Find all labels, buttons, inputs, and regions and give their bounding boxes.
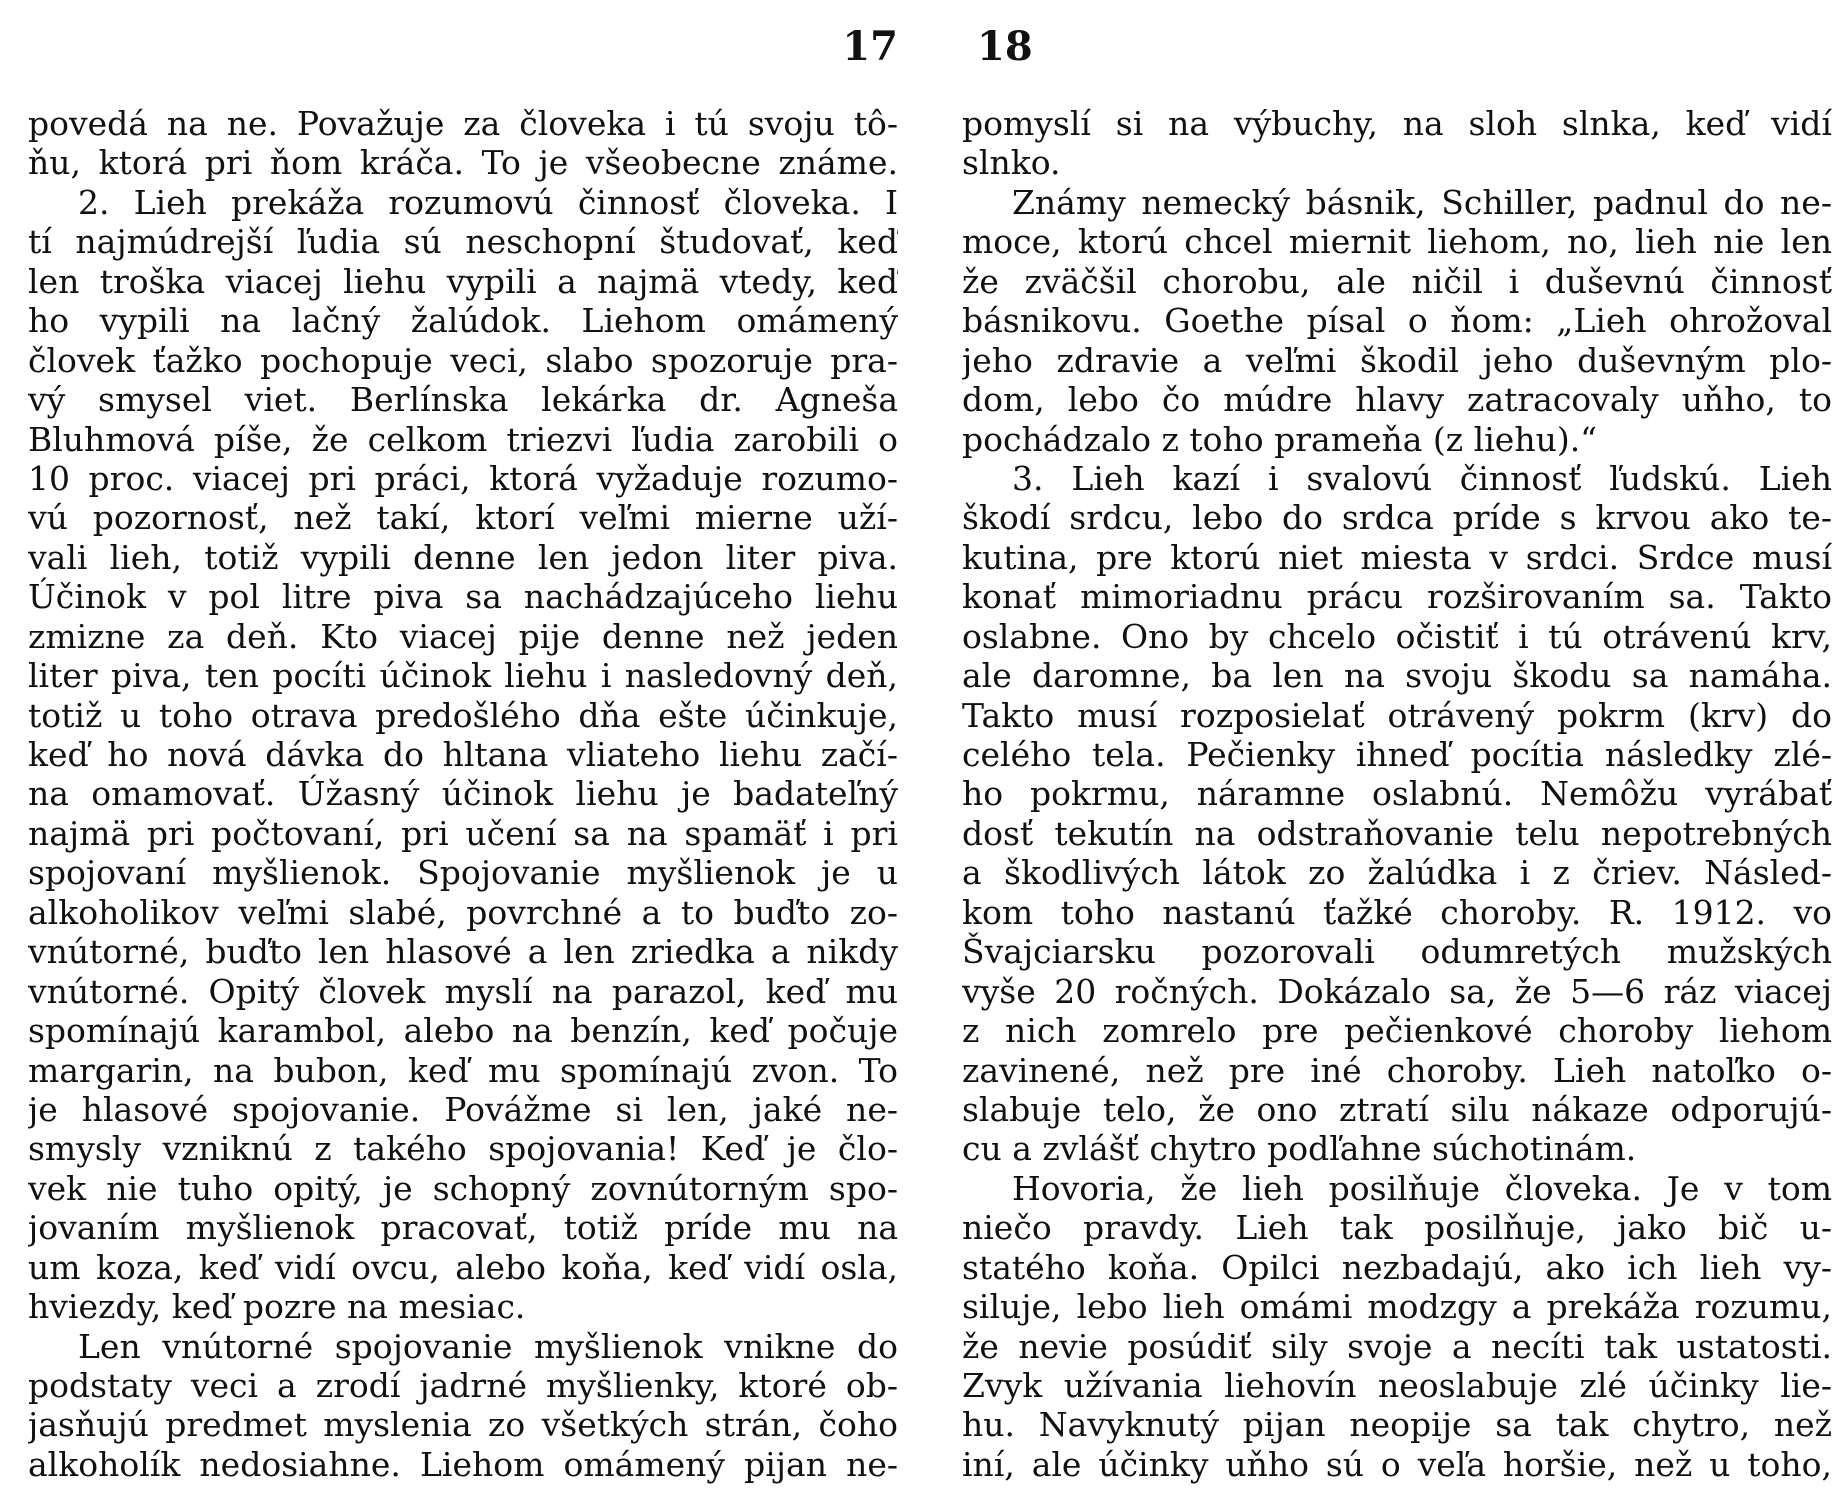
text-line: 3. Lieh kazí i svalovú činnosť ľudskú. Lieh (1012, 458, 1832, 498)
text-line: že zväčšil chorobu, ale ničil i duševnú činnosť (962, 261, 1832, 301)
text-line: a škodlivých látok zo žalúdka i z čriev. Násled- (962, 853, 1832, 893)
text-line: um koza, keď vidí ovcu, alebo koňa, keď vidí osla, (28, 1247, 898, 1287)
text-line: 2. Lieh prekáža rozumovú činnosť človeka. I (78, 182, 898, 222)
text-line: slnko. (962, 143, 1061, 183)
text-line: moce, ktorú chcel miernit liehom, no, lieh nie len (962, 222, 1832, 262)
text-line: kom toho nastanú ťažké choroby. R. 1912. vo (962, 892, 1832, 932)
text-line: jasňujú predmet myslenia zo všetkých strán, čoho (28, 1405, 898, 1445)
text-line: alkoholík nedosiahne. Liehom omámený pijan ne- (28, 1444, 898, 1484)
text-line: človek ťažko pochopuje veci, slabo spozoruje pra- (28, 340, 898, 380)
text-line: Zvyk užívania liehovín neoslabuje zlé účinky lie- (962, 1366, 1832, 1405)
text-line: siluje, lebo lieh omámi modzgy a prekáža rozumu, (962, 1287, 1832, 1327)
text-line: Švajciarsku pozorovali odumretých mužských (962, 932, 1832, 972)
text-line: povedá na ne. Považuje za človeka i tú svoju tô- (28, 104, 898, 143)
text-line: najmä pri počtovaní, pri učení sa na spamäť i pri (28, 813, 898, 853)
text-line: že nevie posúdiť sily svoje a necíti tak ustatosti. (962, 1326, 1832, 1366)
text-line: vali lieh, totiž vypili denne len jedon liter piva. (28, 537, 898, 577)
text-line: je hlasové spojovanie. Povážme si len, jaké ne- (28, 1089, 898, 1129)
text-line: 10 proc. viacej pri práci, ktorá vyžaduje rozumo- (28, 458, 898, 498)
text-line: Takto musí rozposielať otrávený pokrm (krv) do (962, 695, 1832, 735)
text-line: vnútorné, buďto len hlasové a len zriedka a nikdy (28, 932, 898, 972)
text-line: jeho zdravie a veľmi škodil jeho duševným plo- (962, 340, 1832, 380)
text-line: pomyslí si na výbuchy, na sloh slnka, keď vidí (962, 104, 1832, 143)
text-line: dom, lebo čo múdre hlavy zatracovaly uňho, to (962, 380, 1832, 420)
text-line: básnikovu. Goethe písal o ňom: „Lieh ohrožoval (962, 301, 1832, 341)
text-line: celého tela. Pečienky ihneď pocítia následky zlé- (962, 735, 1832, 774)
text-line: Známy nemecký básnik, Schiller, padnul do ne- (1012, 182, 1832, 222)
text-line: Bluhmová píše, že celkom triezvi ľudia zarobili o (28, 419, 898, 459)
text-line: margarin, na bubon, keď mu spomínajú zvon. To (28, 1050, 898, 1090)
page-number: 17 (842, 23, 898, 70)
text-line: zavinené, než pre iné choroby. Lieh natoľko o- (962, 1050, 1832, 1090)
text-line: vú pozornosť, než takí, ktorí veľmi mierne uží- (28, 498, 898, 538)
text-line: oslabne. Ono by chcelo očistiť i tú otrávenú krv, (962, 616, 1832, 656)
text-line: vyše 20 ročných. Dokázalo sa, že 5—6 ráz viacej (962, 971, 1832, 1011)
right-page (962, 0, 1832, 1500)
text-line: len troška viacej liehu vypili a najmä vtedy, keď (28, 261, 898, 301)
text-line: kutina, pre ktorú niet miesta v srdci. Srdce musí (962, 537, 1832, 577)
text-line: Len vnútorné spojovanie myšlienok vnikne do (78, 1326, 898, 1366)
text-line: iní, ale účinky uňho sú o veľa horšie, než u toho, (962, 1444, 1832, 1484)
text-line: slabuje telo, že ono ztratí silu nákaze odporujú- (962, 1089, 1832, 1129)
text-line: ho pokrmu, náramne oslabnú. Nemôžu vyrábať (962, 774, 1832, 814)
left-page (28, 0, 898, 1500)
text-line: dosť tekutín na odstraňovanie telu nepotrebných (962, 813, 1832, 853)
text-line: podstaty veci a zrodí jadrné myšlienky, ktoré ob- (28, 1366, 898, 1405)
text-line: alkoholikov veľmi slabé, povrchné a to buďto zo- (28, 892, 898, 932)
text-line: hu. Navyknutý pijan neopije sa tak chytro, než (962, 1405, 1832, 1445)
text-line: Hovoria, že lieh posilňuje človeka. Je v tom (1012, 1168, 1832, 1208)
text-line: z nich zomrelo pre pečienkové choroby liehom (962, 1011, 1832, 1051)
text-line: totiž u toho otrava predošlého dňa ešte účinkuje, (28, 695, 898, 735)
text-line: spojovaní myšlienok. Spojovanie myšlienok je u (28, 853, 898, 893)
text-line: cu a zvlášť chytro podľahne súchotinám. (962, 1129, 1637, 1169)
text-line: liter piva, ten pocíti účinok liehu i nasledovný deň, (28, 656, 898, 696)
text-line: na omamovať. Úžasný účinok liehu je badateľný (28, 774, 898, 814)
text-line: hviezdy, keď pozre na mesiac. (28, 1287, 526, 1327)
text-line: ale daromne, ba len na svoju škodu sa namáha. (962, 656, 1832, 696)
text-line: zmizne za deň. Kto viacej pije denne než jeden (28, 616, 898, 656)
text-line: ňu, ktorá pri ňom kráča. To je všeobecne známe. (28, 143, 898, 183)
text-line: Účinok v pol litre piva sa nachádzajúceho liehu (28, 577, 898, 617)
text-line: niečo pravdy. Lieh tak posilňuje, jako bič u- (962, 1208, 1832, 1248)
text-line: keď ho nová dávka do hltana vliateho liehu začí- (28, 735, 898, 774)
text-line: spomínajú karambol, alebo na benzín, keď počuje (28, 1011, 898, 1051)
text-line: pochádzalo z toho prameňa (z liehu).“ (962, 419, 1598, 459)
text-line: smysly vzniknú z takého spojovania! Keď je člo- (28, 1129, 898, 1169)
text-line: vnútorné. Opitý človek myslí na parazol, keď mu (28, 971, 898, 1011)
page-body (28, 104, 898, 1484)
page-number: 18 (977, 23, 1033, 70)
text-line: statého koňa. Opilci nezbadajú, ako ich lieh vy- (962, 1247, 1832, 1287)
text-line: tí najmúdrejší ľudia sú neschopní študovať, keď (28, 222, 898, 262)
text-line: škodí srdcu, lebo do srdca príde s krvou ako te- (962, 498, 1832, 538)
text-line: vek nie tuho opitý, je schopný zovnútorným spo- (28, 1168, 898, 1208)
text-line: vý smysel viet. Berlínska lekárka dr. Agneša (28, 380, 898, 420)
page-body (962, 104, 1832, 1484)
text-line: ho vypili na lačný žalúdok. Liehom omámený (28, 301, 898, 341)
text-line: jovaním myšlienok pracovať, totiž príde mu na (28, 1208, 898, 1248)
text-line: konať mimoriadnu prácu rozširovaním sa. Takto (962, 577, 1832, 617)
